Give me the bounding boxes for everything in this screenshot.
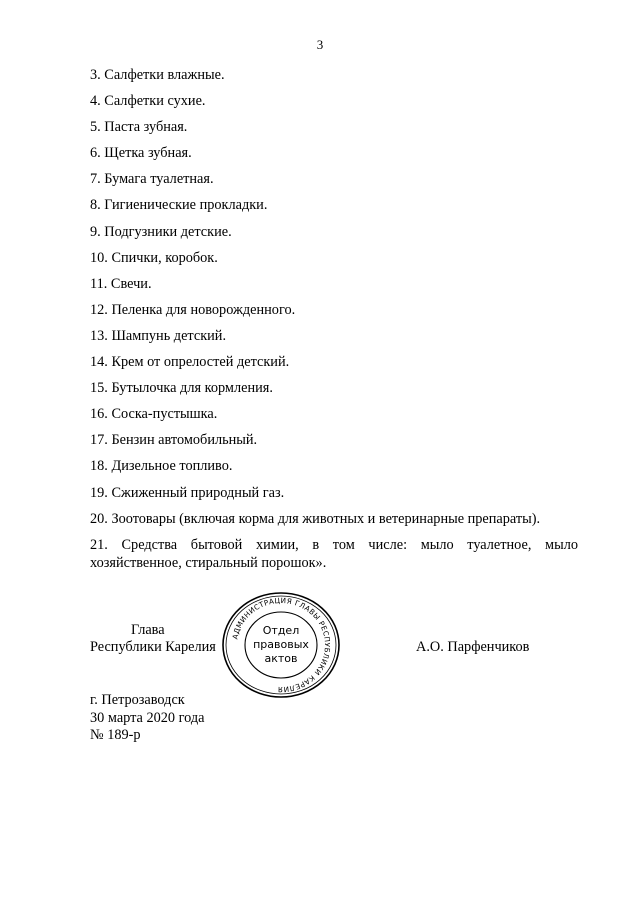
list-item: 10. Спички, коробок. [90, 249, 218, 266]
stamp-line1: Отдел [262, 624, 300, 637]
list-item: 11. Свечи. [90, 275, 152, 292]
list-item: 20. Зоотовары (включая корма для животных и ветеринарные препараты). [90, 510, 541, 527]
list-item: 4. Салфетки сухие. [90, 93, 206, 110]
date: 30 марта 2020 года [90, 709, 205, 726]
list-item: 13. Шампунь детский. [90, 327, 227, 344]
list-item-21 [90, 536, 578, 572]
list-item: 15. Бутылочка для кормления. [90, 380, 273, 397]
place-date-block [90, 692, 205, 745]
signature-name: А.О. Парфенчиков [416, 639, 530, 655]
official-stamp [219, 590, 343, 700]
stamp-line2: правовых [253, 638, 309, 651]
list-item: 3. Салфетки влажные. [90, 67, 225, 83]
list-item: 17. Бензин автомобильный. [90, 432, 258, 449]
list-item-21-line2: хозяйственное, стиральный порошок». [90, 554, 327, 571]
city: г. Петрозаводск [90, 692, 185, 708]
list-item-21-line1: 21. Средства бытовой химии, в том числе: мыло туалетное, мыло [90, 536, 578, 553]
goods-list [90, 66, 578, 572]
document-number: № 189-р [90, 727, 141, 743]
list-item: 14. Крем от опрелостей детский. [90, 354, 290, 371]
list-item: 16. Соска-пустышка. [90, 406, 218, 423]
list-item: 12. Пеленка для новорожденного. [90, 301, 296, 318]
list-item: 18. Дизельное топливо. [90, 458, 233, 475]
list-item: 5. Паста зубная. [90, 119, 188, 136]
signature-organization: Республики Карелия [90, 639, 216, 655]
list-item: 19. Сжиженный природный газ. [90, 484, 285, 501]
list-item: 6. Щетка зубная. [90, 145, 192, 162]
list-item: 8. Гигиенические прокладки. [90, 197, 268, 214]
stamp-line3: актов [264, 652, 298, 665]
stamp-ring-text: АДМИНИСТРАЦИЯ ГЛАВЫ РЕСПУБЛИКИ КАРЕЛИЯ [230, 595, 333, 695]
list-item: 7. Бумага туалетная. [90, 171, 214, 188]
signature-title: Глава [131, 622, 165, 638]
list-item: 9. Подгузники детские. [90, 223, 232, 240]
page-number: 3 [316, 37, 324, 52]
